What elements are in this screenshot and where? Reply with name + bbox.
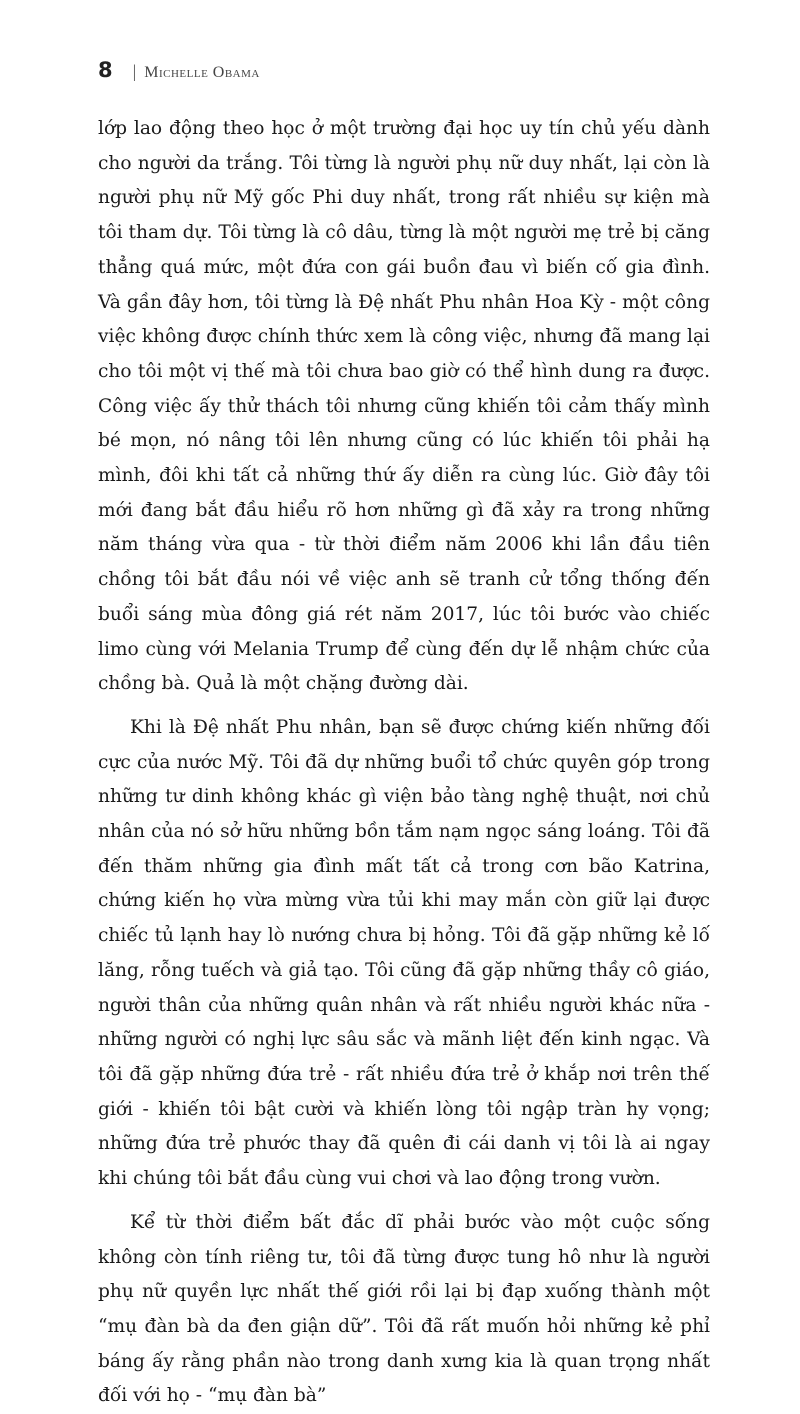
body-text — [98, 112, 710, 1414]
running-header — [98, 58, 718, 88]
paragraph-first-lady: Khi là Đệ nhất Phu nhân, bạn sẽ được chứng kiến những đối cực của nước Mỹ. Tôi đã dự những buổi tổ chức quyên góp trong những tư dinh không khác gì viện bảo tàng nghệ thuật, nơi chủ nhân của nó sở hữu những bồn tắm nạm ngọc sáng loáng. Tôi đã đến thăm những gia đình mất tất cả trong cơn bão Katrina, chứng kiến họ vừa mừng vừa tủi khi may mắn còn giữ lại được chiếc tủ lạnh hay lò nướng chưa bị hỏng. Tôi đã gặp những kẻ lố lăng, rỗng tuếch và giả tạo. Tôi cũng đã gặp những thầy cô giáo, người thân của những quân nhân và rất nhiều người khác nữa - những người có nghị lực sâu sắc và mãnh liệt đến kinh ngạc. Và tôi đã gặp những đứa trẻ - rất nhiều đứa trẻ ở khắp nơi trên thế giới - khiến tôi bật cười và khiến lòng tôi ngập tràn hy vọng; những đứa trẻ phước thay đã quên đi cái danh vị tôi là ai ngay khi chúng tôi bắt đầu cùng vui chơi và lao động trong vườn. — [98, 716, 710, 1190]
author-name: Michelle Obama — [144, 64, 260, 81]
paragraph-public-life: Kể từ thời điểm bất đắc dĩ phải bước vào một cuộc sống không còn tính riêng tư, tôi đã từng được tung hô như là người phụ nữ quyền lực nhất thế giới rồi lại bị đạp xuống thành một “mụ đàn bà da đen giận dữ”. Tôi đã rất muốn hỏi những kẻ phỉ báng ấy rằng phần nào trong danh xưng kia là quan trọng nhất đối với họ - “mụ đàn bà” — [98, 1211, 710, 1407]
page-number: 8 — [98, 58, 113, 82]
paragraph-continued: lớp lao động theo học ở một trường đại học uy tín chủ yếu dành cho người da trắng. Tôi từng là người phụ nữ duy nhất, lại còn là người phụ nữ Mỹ gốc Phi duy nhất, trong rất nhiều sự kiện mà tôi tham dự. Tôi từng là cô dâu, từng là một người mẹ trẻ bị căng thẳng quá mức, một đứa con gái buồn đau vì biến cố gia đình. Và gần đây hơn, tôi từng là Đệ nhất Phu nhân Hoa Kỳ - một công việc không được chính thức xem là công việc, nhưng đã mang lại cho tôi một vị thế mà tôi chưa bao giờ có thể hình dung ra được. Công việc ấy thử thách tôi nhưng cũng khiến tôi cảm thấy mình bé mọn, nó nâng tôi lên nhưng cũng có lúc khiến tôi phải hạ mình, đôi khi tất cả những thứ ấy diễn ra cùng lúc. Giờ đây tôi mới đang bắt đầu hiểu rõ hơn những gì đã xảy ra trong những năm tháng vừa qua - từ thời điểm năm 2006 khi lần đầu tiên chồng tôi bắt đầu nói về việc anh sẽ tranh cử tổng thống đến buổi sáng mùa đông giá rét năm 2017, lúc tôi bước vào chiếc limo cùng với Melania Trump để cùng đến dự lễ nhậm chức của chồng bà. Quả là một chặng đường dài. — [98, 118, 710, 695]
header-separator: | — [132, 61, 137, 81]
